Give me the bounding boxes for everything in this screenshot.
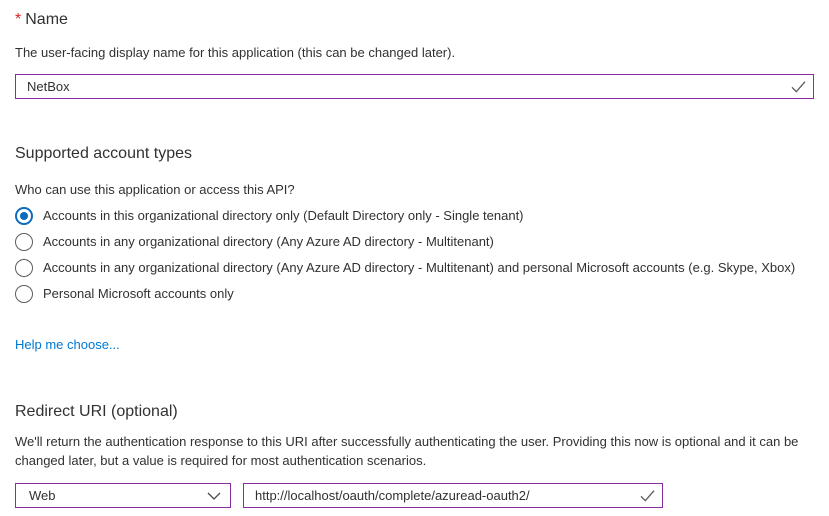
radio-option-label: Accounts in any organizational directory (Any Azure AD directory - Multitenant) [43,234,494,249]
account-types-title: Supported account types [15,145,193,162]
required-asterisk: * [15,11,22,28]
radio-button-icon[interactable] [15,259,33,277]
redirect-uri-input[interactable] [244,484,662,507]
redirect-uri-title: Redirect URI (optional) [15,403,178,420]
name-description: The user-facing display name for this application (this can be changed later). [15,45,456,60]
name-label-text: Name [25,11,68,28]
name-label [15,9,814,30]
name-input[interactable] [16,75,813,98]
account-type-options [15,207,814,303]
platform-select-value: Web [29,488,56,503]
radio-option-label: Accounts in this organizational directory only (Default Directory only - Single tenant) [43,208,524,223]
account-types-question: Who can use this application or access this API? [15,182,295,197]
radio-option-multitenant[interactable] [15,233,814,251]
platform-select[interactable] [15,483,231,508]
radio-option-label: Accounts in any organizational directory (Any Azure AD directory - Multitenant) and personal Microsoft accounts (e.g. Skype, Xbox) [43,260,796,275]
redirect-uri-description: We'll return the authentication response to this URI after successfully authenticating the user. Providing this now is optional and it can be changed later, but a value is required for most authentication scenarios. [15,434,799,468]
radio-button-icon[interactable] [15,207,33,225]
chevron-down-icon [207,492,221,500]
radio-button-icon[interactable] [15,233,33,251]
redirect-uri-input-wrapper [243,483,663,508]
redirect-uri-controls [15,483,814,508]
name-input-wrapper [15,74,814,99]
radio-option-single-tenant[interactable] [15,207,814,225]
help-me-choose-link[interactable]: Help me choose... [15,337,120,352]
radio-option-label: Personal Microsoft accounts only [43,286,234,301]
radio-option-personal-only[interactable] [15,285,814,303]
radio-option-multitenant-personal[interactable] [15,259,814,277]
radio-button-icon[interactable] [15,285,33,303]
